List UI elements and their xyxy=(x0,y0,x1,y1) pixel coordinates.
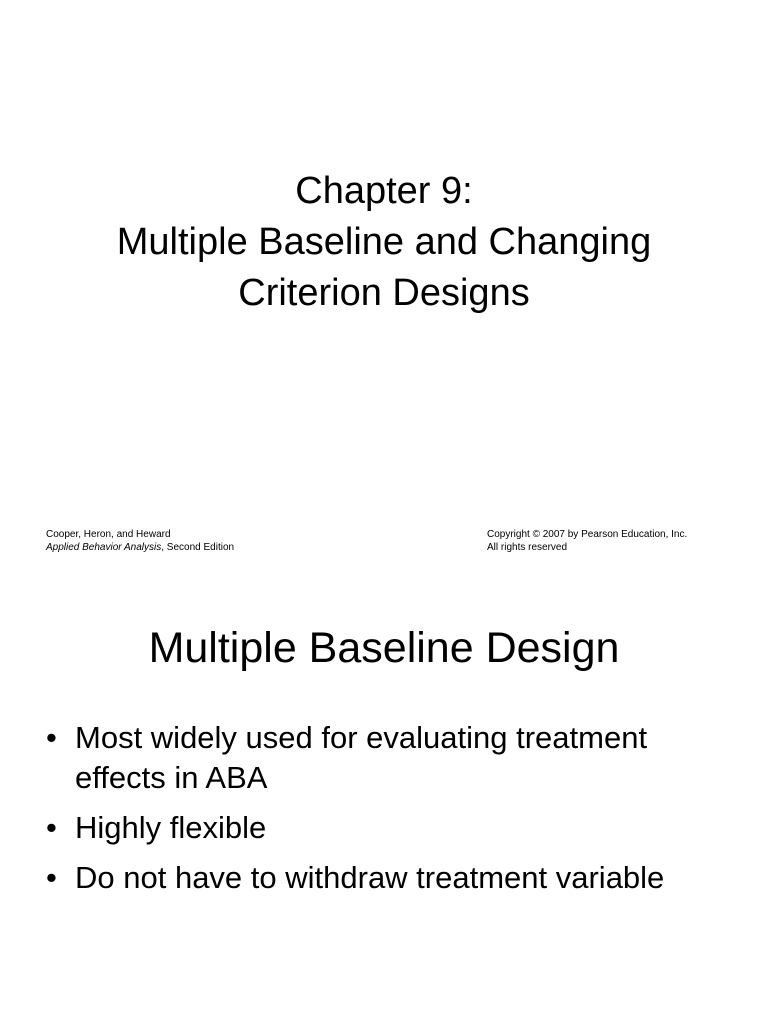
bullet-item xyxy=(46,808,736,848)
bullet-icon: • xyxy=(46,720,57,755)
bullet-text: Highly flexible xyxy=(75,810,267,845)
footer-book-title: Applied Behavior Analysis xyxy=(46,542,162,553)
title-line: Criterion Designs xyxy=(238,272,530,314)
footer-authors: Cooper, Heron, and Heward xyxy=(46,529,171,540)
bullet-list xyxy=(46,718,736,908)
bullet-text: Most widely used for evaluating treatment effects in ABA xyxy=(75,720,648,795)
copyright-notice: Copyright © 2007 by Pearson Education, Inc. xyxy=(487,529,688,540)
bullet-icon: • xyxy=(46,810,57,845)
footer-copyright xyxy=(487,528,687,554)
footer-edition: , Second Edition xyxy=(161,542,235,553)
title-line: Multiple Baseline and Changing xyxy=(116,221,652,263)
bullet-item xyxy=(46,718,736,798)
slide-heading: Multiple Baseline Design xyxy=(148,624,620,672)
footer-book xyxy=(46,541,234,554)
bullet-item xyxy=(46,858,736,898)
slide-title xyxy=(0,166,768,319)
footer-citation xyxy=(46,528,234,554)
content-slide xyxy=(0,576,768,1024)
rights-notice: All rights reserved xyxy=(487,542,568,553)
title-line: Chapter 9: xyxy=(295,170,473,212)
bullet-text: Do not have to withdraw treatment variable xyxy=(75,860,665,895)
bullet-icon: • xyxy=(46,860,57,895)
